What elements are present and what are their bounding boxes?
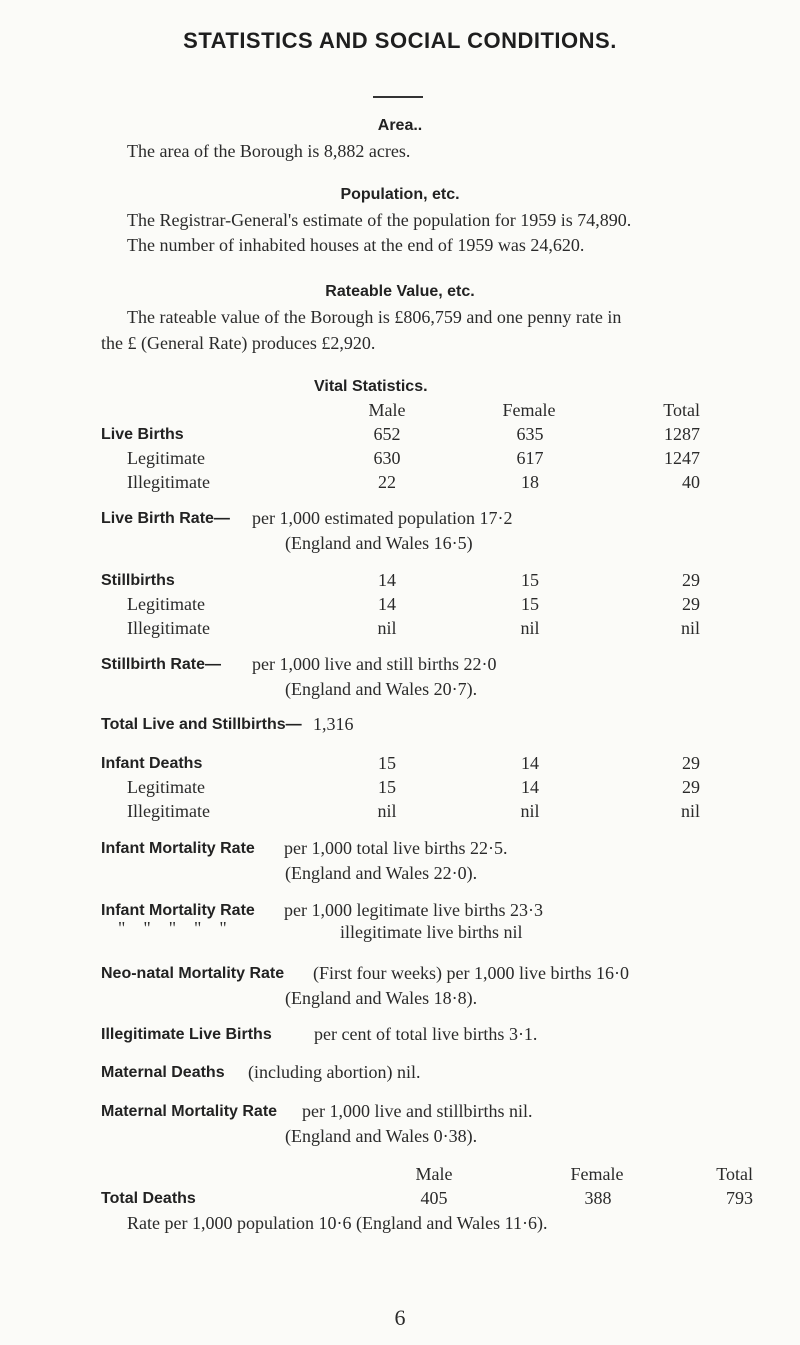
sbr-england: (England and Wales 20·7).: [285, 679, 478, 699]
neo-england: (England and Wales 18·8).: [285, 988, 478, 1008]
page-number: 6: [394, 1305, 406, 1330]
mmr-label: Maternal Mortality Rate: [101, 1103, 278, 1120]
sb-legit-total: 29: [682, 594, 700, 614]
imr2-text: per 1,000 legitimate live births 23·3: [284, 900, 543, 920]
lbr-text: per 1,000 estimated population 17·2: [252, 508, 513, 528]
infant-deaths-total: 29: [682, 753, 700, 773]
live-births-male: 652: [373, 424, 401, 444]
rateable-line-1: The rateable value of the Borough is £806,759 and one penny rate in: [127, 307, 622, 327]
md-label: Maternal Deaths: [101, 1064, 225, 1081]
lb-illegit-male: 22: [378, 472, 396, 492]
total-deaths-female: 388: [584, 1188, 612, 1208]
lb-legit-male: 630: [373, 448, 401, 468]
md-text: (including abortion) nil.: [248, 1062, 421, 1082]
deaths-col-total: Total: [716, 1164, 753, 1184]
imr-text: per 1,000 total live births 22·5.: [284, 838, 508, 858]
infant-deaths-male: 15: [378, 753, 396, 773]
inf-legit-total: 29: [682, 777, 700, 797]
total-deaths-label: Total Deaths: [101, 1190, 196, 1207]
stillbirths-total: 29: [682, 570, 700, 590]
live-births-label: Live Births: [101, 426, 184, 443]
neo-text: (First four weeks) per 1,000 live births 16·0: [313, 963, 629, 983]
infant-deaths-label: Infant Deaths: [101, 755, 203, 772]
lb-illegit-label: Illegitimate: [127, 472, 210, 492]
imr3-ditto: " " " " ": [118, 918, 227, 938]
lb-illegit-female: 18: [521, 472, 539, 492]
inf-illegit-label: Illegitimate: [127, 801, 210, 821]
sb-illegit-female: nil: [520, 618, 540, 638]
vital-heading: Vital Statistics.: [314, 378, 428, 395]
lb-legit-label: Legitimate: [127, 448, 205, 468]
neo-label: Neo-natal Mortality Rate: [101, 965, 285, 982]
deaths-col-female: Female: [570, 1164, 624, 1184]
tls-value: 1,316: [313, 714, 354, 734]
inf-illegit-male: nil: [377, 801, 397, 821]
mmr-england: (England and Wales 0·38).: [285, 1126, 478, 1146]
col-female: Female: [502, 400, 556, 420]
sbr-text: per 1,000 live and still births 22·0: [252, 654, 497, 674]
live-births-female: 635: [516, 424, 544, 444]
area-heading: Area..: [377, 117, 423, 134]
lb-legit-female: 617: [516, 448, 544, 468]
ilb-text: per cent of total live births 3·1.: [314, 1024, 538, 1044]
lb-legit-total: 1247: [664, 448, 700, 468]
sb-legit-label: Legitimate: [127, 594, 205, 614]
rateable-line-2: the £ (General Rate) produces £2,920.: [101, 333, 376, 353]
inf-legit-label: Legitimate: [127, 777, 205, 797]
imr-england: (England and Wales 22·0).: [285, 863, 478, 883]
population-line-1: The Registrar-General's estimate of the population for 1959 is 74,890.: [127, 210, 632, 230]
imr3-text: illegitimate live births nil: [340, 922, 523, 942]
sb-legit-female: 15: [521, 594, 539, 614]
rateable-heading: Rateable Value, etc.: [325, 283, 475, 300]
title-rule: [373, 96, 423, 98]
sb-illegit-total: nil: [680, 618, 700, 638]
death-rate-text: Rate per 1,000 population 10·6 (England and Wales 11·6).: [127, 1213, 548, 1233]
sbr-label: Stillbirth Rate—: [101, 656, 222, 673]
inf-illegit-female: nil: [520, 801, 540, 821]
stillbirths-female: 15: [521, 570, 539, 590]
population-heading: Population, etc.: [340, 186, 460, 203]
total-deaths-total: 793: [726, 1188, 753, 1208]
tls-label: Total Live and Stillbirths—: [101, 716, 302, 733]
lbr-label: Live Birth Rate—: [101, 510, 230, 527]
lb-illegit-total: 40: [682, 472, 700, 492]
col-total: Total: [663, 400, 700, 420]
sb-legit-male: 14: [378, 594, 396, 614]
sb-illegit-label: Illegitimate: [127, 618, 210, 638]
lbr-england: (England and Wales 16·5): [285, 533, 473, 553]
inf-illegit-total: nil: [680, 801, 700, 821]
live-births-total: 1287: [664, 424, 700, 444]
ilb-label: Illegitimate Live Births: [101, 1026, 272, 1043]
page-title: STATISTICS AND SOCIAL CONDITIONS.: [183, 28, 617, 53]
imr-label: Infant Mortality Rate: [101, 840, 255, 857]
col-male: Male: [368, 400, 406, 420]
stillbirths-label: Stillbirths: [101, 572, 175, 589]
inf-legit-male: 15: [378, 777, 396, 797]
infant-deaths-female: 14: [521, 753, 539, 773]
population-line-2: The number of inhabited houses at the end of 1959 was 24,620.: [127, 235, 585, 255]
inf-legit-female: 14: [521, 777, 539, 797]
deaths-col-male: Male: [415, 1164, 453, 1184]
imr2-label: Infant Mortality Rate: [101, 902, 255, 919]
total-deaths-male: 405: [420, 1188, 448, 1208]
stillbirths-male: 14: [378, 570, 396, 590]
area-text: The area of the Borough is 8,882 acres.: [127, 141, 411, 161]
sb-illegit-male: nil: [377, 618, 397, 638]
mmr-text: per 1,000 live and stillbirths nil.: [302, 1101, 533, 1121]
